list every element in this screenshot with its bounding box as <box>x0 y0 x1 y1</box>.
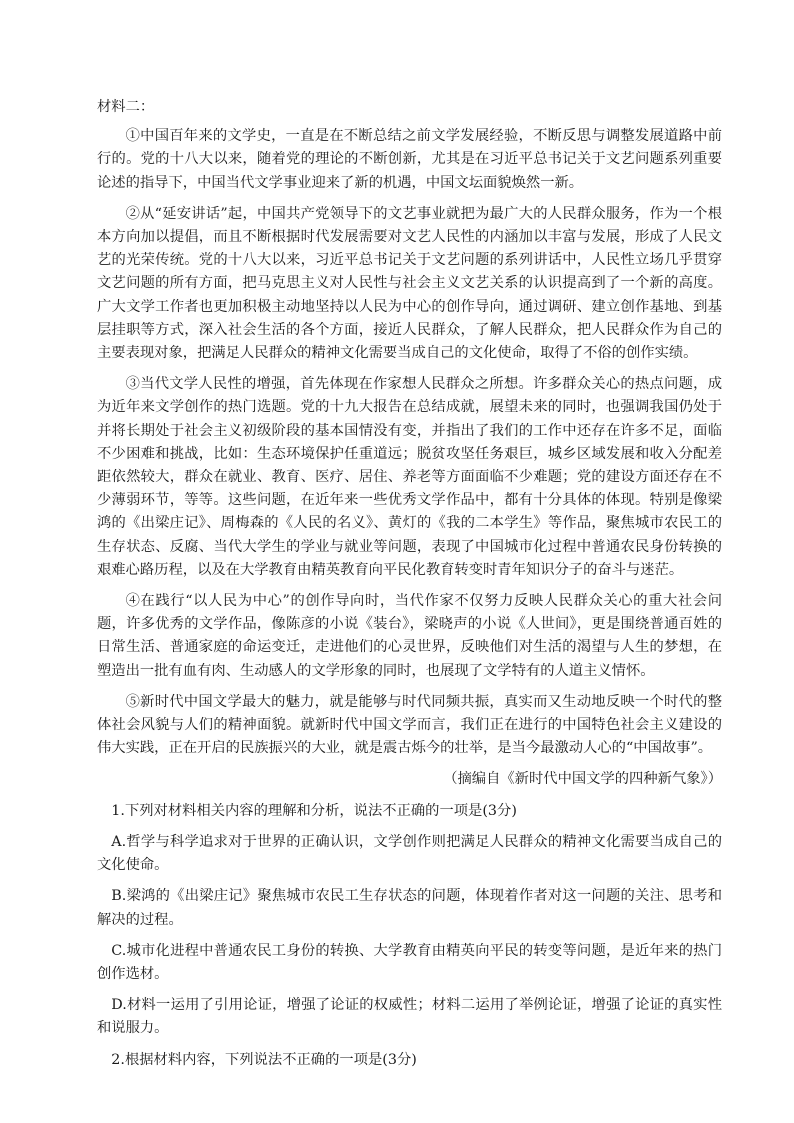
question-1-option-c: C.城市化进程中普通农民工身份的转换、大学教育由精英向平民的转变等问题，是近年来的热门创作选材。 <box>97 942 722 982</box>
question-2-stem: 2.根据材料内容，下列说法不正确的一项是(3分) <box>111 1051 417 1068</box>
question-1-option-a: A.哲学与科学追求对于世界的正确认识，文学创作则把满足人民群众的精神文化需要当成自己的文化使命。 <box>97 833 722 874</box>
material-source: （摘编自《新时代中国文学的四种新气象》） <box>443 771 722 788</box>
material-heading: 材料二： <box>97 99 155 115</box>
material-paragraph-4: ④在践行“以人民为中心”的创作导向时，当代作家不仅努力反映人民群众关心的重大社会问题，许多优秀的文学作品，像陈彦的小说《装台》，梁晓声的小说《人世间》，更是围绕普通百姓的日常生活、普通家庭的命运变迁，走进他们的心灵世界，反映他们对生活的渴望与人生的梦想，在塑造出一批有血有肉、生动感人的文学形象的同时，也展现了文学特有的人道主义情怀。 <box>97 593 722 679</box>
document-page <box>97 96 722 1080</box>
material-paragraph-2: ②从“延安讲话”起，中国共产党领导下的文艺事业就把为最广大的人民群众服务，作为一个根本方向加以提倡，而且不断根据时代发展需要对文艺人民性的内涵加以丰富与发展，形成了人民文艺的光荣传统。党的十八大以来，习近平总书记关于文艺问题的系列讲话中，人民性立场几乎贯穿文艺问题的所有方面，把马克思主义对人民性与社会主义文艺关系的认识提高到了一个新的高度。广大文学工作者也更加积极主动地坚持以人民为中心的创作导向，通过调研、建立创作基地、到基层挂职等方式，深入社会生活的各个方面，接近人民群众，了解人民群众，把人民群众作为自己的主要表现对象，把满足人民群众的精神文化需要当成自己的文化使命，取得了不俗的创作实绩。 <box>97 205 722 362</box>
question-1-option-b: B.梁鸿的《出梁庄记》聚焦城市农民工生存状态的问题，体现着作者对这一问题的关注、思考和解决的过程。 <box>97 888 722 928</box>
material-paragraph-3: ③当代文学人民性的增强，首先体现在作家想人民群众之所想。许多群众关心的热点问题，成为近年来文学创作的热门选题。党的十九大报告在总结成就，展望未来的同时，也强调我国仍处于并将长期处于社会主义初级阶段的基本国情没有变，并指出了我们的工作中还存在许多不足，面临不少困难和挑战，比如：生态环境保护任重道远；脱贫攻坚任务艰巨，城乡区域发展和收入分配差距依然较大，群众在就业、教育、医疗、居住、养老等方面面临不少难题；党的建设方面还存在不少薄弱环节，等等。这些问题，在近年来一些优秀文学作品中，都有十分具体的体现。特别是像梁鸿的《出梁庄记》、周梅森的《人民的名义》、黄灯的《我的二本学生》等作品，聚焦城市农民工的生存状态、反腐、当代大学生的学业与就业等问题，表现了中国城市化过程中普通农民身份转换的艰难心路历程，以及在大学教育由精英教育向平民化教育转变时青年知识分子的奋斗与迷茫。 <box>97 376 722 578</box>
material-paragraph-5: ⑤新时代中国文学最大的魅力，就是能够与时代同频共振，真实而又生动地反映一个时代的整体社会风貌与人们的精神面貌。就新时代中国文学而言，我们正在进行的中国特色社会主义建设的伟大实践，正在开启的民族振兴的大业，就是震古烁今的壮举，是当今最激动人心的“中国故事”。 <box>97 693 722 757</box>
question-1-option-d: D.材料一运用了引用论证，增强了论证的权威性；材料二运用了举例论证，增强了论证的真实性和说服力。 <box>97 997 722 1037</box>
material-paragraph-1: ①中国百年来的文学史，一直是在不断总结之前文学发展经验，不断反思与调整发展道路中前行的。党的十八大以来，随着党的理论的不断创新，尤其是在习近平总书记关于文艺问题系列重要论述的指导下，中国当代文学事业迎来了新的机遇，中国文坛面貌焕然一新。 <box>97 128 722 191</box>
question-1-stem: 1.下列对材料相关内容的理解和分析，说法不正确的一项是(3分) <box>111 802 517 819</box>
